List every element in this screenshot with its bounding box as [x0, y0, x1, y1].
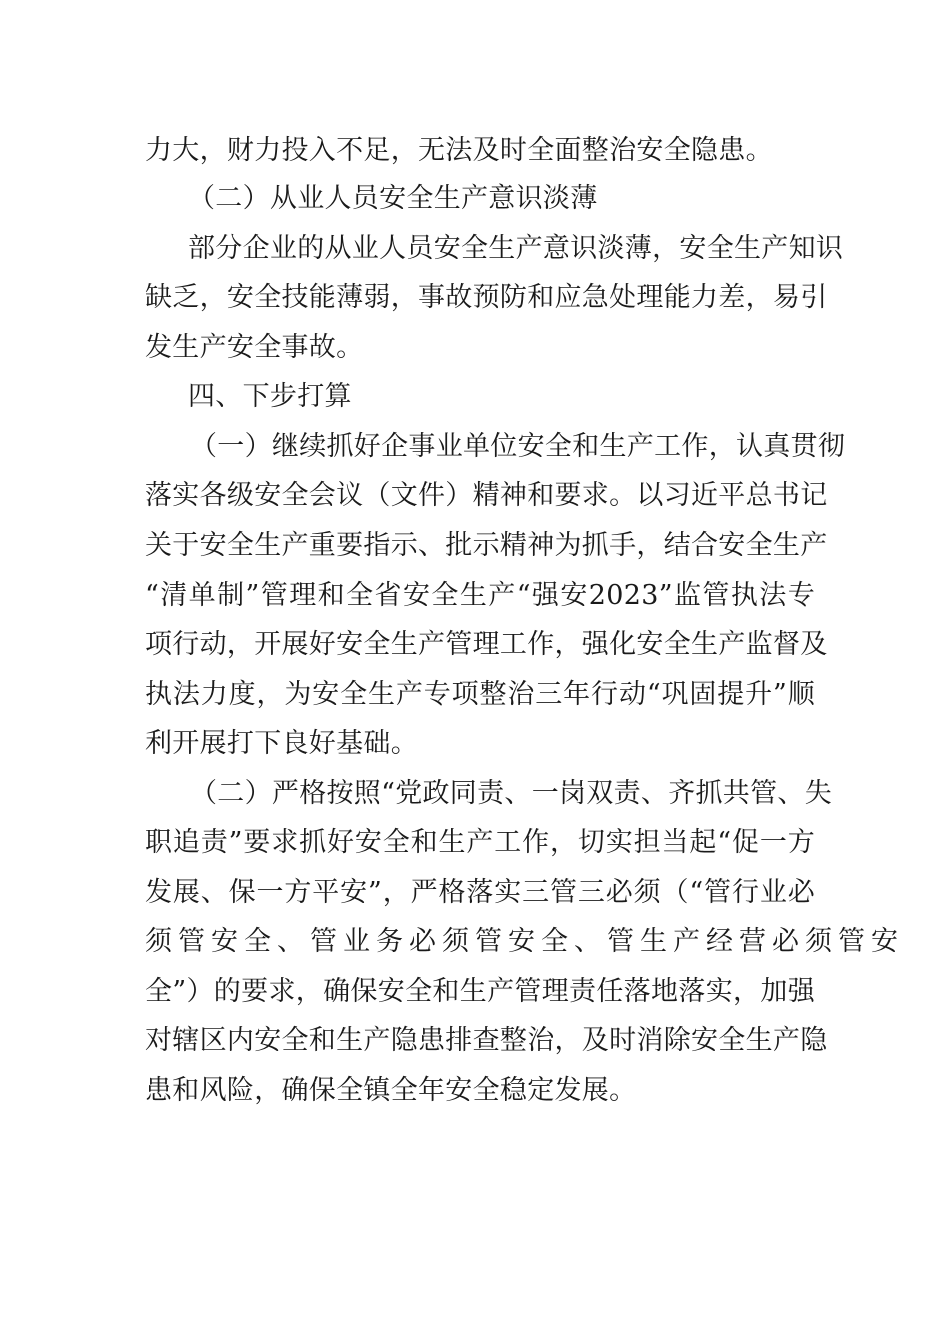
text-line-20: 患和风险，确保全镇全年安全稳定发展。	[145, 1075, 637, 1106]
text-line-18: 全”）的要求，确保安全和生产管理责任落地落实，加强	[145, 976, 815, 1007]
text-line-9: 关于安全生产重要指示、批示精神为抓手，结合安全生产	[145, 530, 828, 561]
text-line-5: 发生产安全事故。	[145, 332, 364, 363]
text-line-10: “清单制”管理和全省安全生产“强安2023”监管执法专	[145, 580, 815, 611]
text-line-16: 发展、保一方平安”，严格落实三管三必须（“管行业必	[145, 877, 815, 908]
text-line-1: 力大，财力投入不足，无法及时全面整治安全隐患。	[145, 135, 773, 166]
text-line-7: （一）继续抓好企事业单位安全和生产工作，认真贯彻	[190, 431, 846, 462]
text-line-19: 对辖区内安全和生产隐患排查整治，及时消除安全生产隐	[145, 1025, 828, 1056]
text-line-13: 利开展打下良好基础。	[145, 728, 418, 759]
text-line-11: 项行动，开展好安全生产管理工作，强化安全生产监督及	[145, 629, 828, 660]
section-heading-2: （二）从业人员安全生产意识淡薄	[188, 183, 598, 214]
text-line-17: 须管安全、管业务必须管安全、管生产经营必须管安	[145, 926, 904, 957]
text-line-12: 执法力度，为安全生产专项整治三年行动“巩固提升”顺	[145, 679, 815, 710]
text-line-14: （二）严格按照“党政同责、一岗双责、齐抓共管、失	[190, 778, 833, 809]
text-line-4: 缺乏，安全技能薄弱，事故预防和应急处理能力差，易引	[145, 282, 828, 313]
section-heading-next-steps: 四、下步打算	[188, 381, 352, 412]
text-line-3: 部分企业的从业人员安全生产意识淡薄，安全生产知识	[188, 233, 844, 264]
text-line-15: 职追责”要求抓好安全和生产工作，切实担当起“促一方	[145, 827, 815, 858]
text-line-8: 落实各级安全会议（文件）精神和要求。以习近平总书记	[145, 480, 828, 511]
